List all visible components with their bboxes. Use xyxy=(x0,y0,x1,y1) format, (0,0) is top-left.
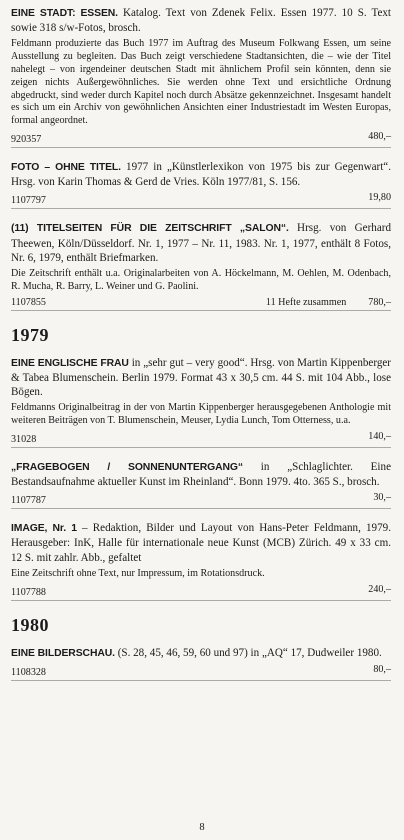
entry-id: 1107788 xyxy=(11,586,46,598)
catalog-entry xyxy=(11,221,391,310)
entry-id: 31028 xyxy=(11,433,37,445)
entry-heading xyxy=(11,160,391,189)
entry-title: IMAGE, Nr. 1 xyxy=(11,523,77,535)
entry-description: 1977 in „Künstlerlexikon von 1975 bis zur Gegenwart“. Hrsg. von Karin Thomas & Gerd de Vries. Köln 1977/81, S. 156. xyxy=(11,160,391,189)
year-heading: 1980 xyxy=(11,614,49,635)
entry-footer xyxy=(11,131,391,148)
entry-description: (S. 28, 45, 46, 59, 60 und 97) in „AQ“ 17, Dudweiler 1980. xyxy=(114,646,382,659)
entry-price: 140,– xyxy=(368,430,391,442)
catalog-entry xyxy=(11,460,391,509)
entry-price: 30,– xyxy=(373,492,391,504)
catalog-entry xyxy=(11,6,391,148)
entry-title: EINE STADT: ESSEN. xyxy=(11,8,118,19)
entry-heading xyxy=(11,646,391,661)
entry-heading xyxy=(11,460,391,489)
entry-note: Feldmanns Originalbeitrag in der von Martin Kippenberger herausgegebenen Anthologie mit weiteren Beiträgen von T. Blumenschein, Meuser, Lydia Lunch, Tom Otterness, u.a. xyxy=(11,402,391,426)
year-heading: 1979 xyxy=(11,324,49,345)
entry-note: Die Zeitschrift enthält u.a. Originalarbeiten von A. Höckelmann, M. Oehlen, M. Odenbach, R. Mucha, R. Barry, L. Weiner und G. Paolini. xyxy=(11,268,391,292)
entry-title: FOTO – OHNE TITEL. xyxy=(11,161,121,173)
catalog-entry xyxy=(11,356,391,448)
entry-id: 1107787 xyxy=(11,495,46,507)
entry-description: Hrsg. von Gerhard Theewen, Köln/Düsseldorf. Nr. 1, 1977 – Nr. 11, 1983. Nr. 1, 1977, enthält 8 Fotos, Nr. 6, 1979, enthält Briefmarken. xyxy=(11,222,391,264)
entry-footer xyxy=(11,297,391,311)
entry-heading xyxy=(11,356,391,400)
page-number: 8 xyxy=(199,822,205,833)
entry-price: 80,– xyxy=(373,663,391,675)
entry-description: in „sehr gut – very good“. Hrsg. von Martin Kippenberger & Tabea Blumenschein. Berlin 1979. Format 43 x 30,5 cm. 44 S. mit 104 Abb., lose Bögen. xyxy=(11,356,391,398)
entry-heading xyxy=(11,6,391,35)
entry-heading xyxy=(11,521,391,565)
entry-price: 480,– xyxy=(368,130,391,142)
entry-quantity: 11 Hefte zusammen xyxy=(265,296,347,308)
entry-title: EINE ENGLISCHE FRAU xyxy=(11,357,129,369)
entry-description: in „Schlaglichter. Eine Bestandsaufnahme aktueller Kunst im Rheinland“. Bonn 1979. 4to. 365 S., brosch. xyxy=(11,460,391,488)
entry-id: 1108328 xyxy=(11,666,46,678)
entry-description: – Redaktion, Bilder und Layout von Hans-Peter Feldmann, 1979. Herausgeber: InK, Halle für internationale neue Kunst (MCB) Zürich. 49 x 33 cm. 12 S. mit zahlr. Abb., gefaltet xyxy=(11,522,391,564)
entry-note: Feldmann produzierte das Buch 1977 im Auftrag des Museum Folkwang Essen, um seine Ausstellung zu begleiten. Das Buch zeigt verschiedene Stadtansichten, die – wie der Titel nahelegt – von irgendeiner deutschen Stadt mit ähnlichem Profil sein könnten, denn sie zeigen nichts Außergewöhnliches. Sie werden ohne Text und ersichtliche Ordnung abgedruckt, sind weder durch Kapitel noch durch Absätze gekennzeichnet. Insgesamt handelt es sich um ein Archiv von gewöhnlichen Ansichten einer Industriestadt im Westen Europas, formal angeordnet. xyxy=(11,38,391,127)
entry-id: 1107797 xyxy=(11,195,46,207)
entry-footer xyxy=(11,584,391,601)
entry-id: 1107855 xyxy=(11,296,46,308)
catalog-entry xyxy=(11,160,391,209)
catalog-entry xyxy=(11,521,391,600)
entry-footer xyxy=(11,192,391,209)
catalog-page xyxy=(11,6,391,693)
entry-footer xyxy=(11,492,391,509)
entry-id: 920357 xyxy=(11,133,42,145)
entry-title: „FRAGEBOGEN / SONNENUNTERGANG“ xyxy=(11,461,243,473)
entry-footer xyxy=(11,664,391,681)
entry-price: 19,80 xyxy=(368,192,391,204)
catalog-entry xyxy=(11,646,391,681)
entry-heading xyxy=(11,221,391,265)
entry-title: (11) TITELSEITEN FÜR DIE ZEITSCHRIFT „SALON“. xyxy=(11,223,289,235)
entry-title: EINE BILDERSCHAU. xyxy=(11,647,115,659)
entry-price: 780,– xyxy=(368,296,391,308)
entry-note: Eine Zeitschrift ohne Text, nur Impressum, im Rotationsdruck. xyxy=(11,567,265,579)
entry-footer xyxy=(11,431,391,448)
entry-description: Katalog. Text von Zdenek Felix. Essen 1977. 10 S. Text sowie 318 s/w-Fotos, brosch. xyxy=(11,7,391,35)
entry-price: 240,– xyxy=(368,583,391,595)
